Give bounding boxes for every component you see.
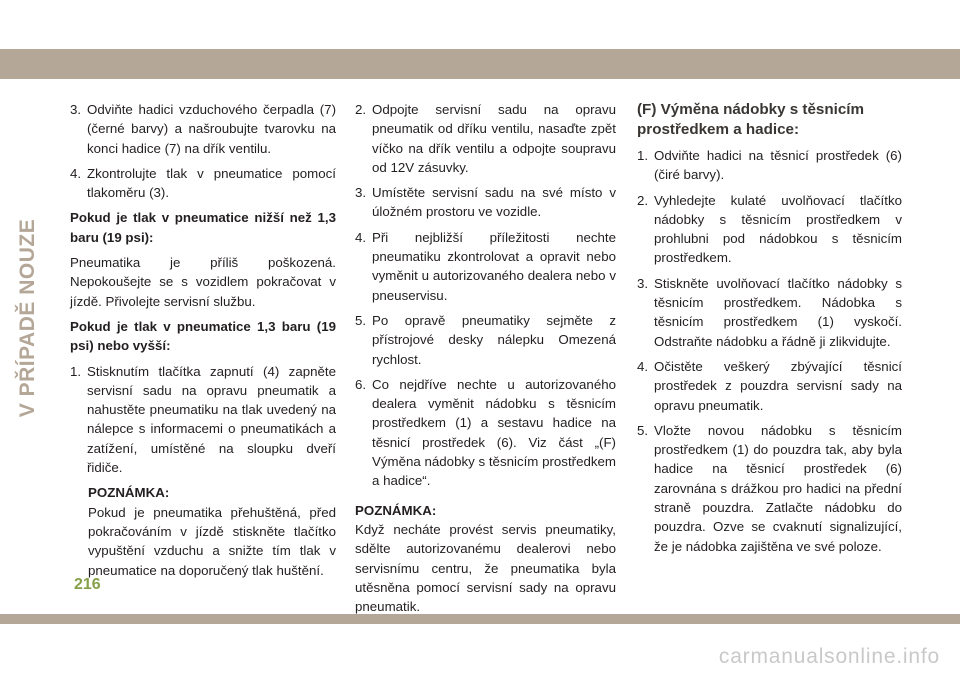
list-item-number: 6. [355, 376, 367, 392]
list-item [355, 228, 616, 305]
column-left [70, 100, 336, 580]
section-side-title: V PŘÍPADĚ NOUZE [16, 218, 39, 418]
list-item-number: 1. [637, 148, 649, 163]
list-item-text: Odviňte hadici na těsnicí prostředek (6) (čiré barvy). [654, 148, 902, 183]
list-item [637, 357, 902, 415]
list-item [70, 164, 336, 203]
list-item-text: Umístěte servisní sadu na své místo v úložném prostoru ve vozidle. [372, 185, 616, 220]
list-item-text: Odpojte servisní sadu na opravu pneumatik od dříku ventilu, nasaďte zpět víčko na dřík ventilu a odpojte soupravu od 12V zásuvky. [372, 102, 616, 175]
list-item-number: 3. [70, 102, 82, 117]
list-item-text: Zkontrolujte tlak v pneumatice pomocí tlakoměru (3). [87, 165, 336, 201]
note-block [88, 483, 336, 579]
list-item [355, 183, 616, 222]
list-item-text: Při nejbližší příležitosti nechte pneumatiku zkontrolovat a opravit nebo vyměnit u autorizovaného dealera nebo v pneuservisu. [372, 229, 616, 303]
list-item-number: 3. [355, 185, 367, 201]
list-item [637, 421, 902, 556]
note-label: POZNÁMKA: [88, 485, 170, 501]
watermark: carmanualsonline.info [718, 645, 940, 668]
list-item [355, 100, 616, 177]
list-item-text: Po opravě pneumatiky sejměte z přístrojové desky nálepku Omezená rychlost. [372, 312, 616, 367]
list-item-number: 5. [637, 422, 649, 438]
list-item-number: 5. [355, 312, 367, 328]
paragraph-low-pressure: Pneumatika je příliš poškozená. Nepokoušejte se s vozidlem pokračovat v jízdě. Přivolejte servisní službu. [70, 255, 336, 309]
list-item-number: 1. [70, 363, 82, 379]
heading-high-pressure: Pokud je tlak v pneumatice 1,3 baru (19 psi) nebo vyšší: [70, 318, 336, 354]
note-text: Když necháte provést servis pneumatiky, sdělte autorizovanému dealerovi nebo servisnímu centru, že pneumatika byla utěsněna pomocí servisní sady na opravu pneumatik. [355, 521, 616, 615]
page-number: 216 [74, 576, 101, 593]
list-item-number: 2. [355, 102, 367, 117]
footer-stripe [0, 614, 960, 624]
list-item-text: Očistěte veškerý zbývající těsnicí prostředek z pouzdra servisní sady na opravu pneumatik. [654, 358, 902, 413]
section-heading: (F) Výměna nádobky s těsnicím prostředkem a hadice: [637, 101, 865, 138]
header-stripe [0, 49, 960, 79]
list-item [355, 375, 616, 491]
list-item [355, 311, 616, 369]
list-item-number: 4. [355, 229, 367, 245]
list-item-number: 3. [637, 275, 649, 291]
list-item [637, 146, 902, 185]
list-item-text: Stiskněte uvolňovací tlačítko nádobky s těsnicím prostředkem. Nádobka s těsnicím prostředkem (1) vyskočí. Odstraňte nádobku a řádně ji zlikvidujte. [654, 275, 902, 349]
list-item-text: Vyhledejte kulaté uvolňovací tlačítko nádobky s těsnicím prostředkem v prohlubni pod nádobkou s těsnicím prostředkem. [654, 192, 902, 266]
list-item [637, 191, 902, 268]
column-middle [355, 100, 616, 616]
list-item [70, 100, 336, 158]
list-item [637, 274, 902, 351]
list-item-number: 4. [637, 358, 649, 374]
list-item-text: Odviňte hadici vzduchového čerpadla (7) (černé barvy) a našroubujte tvarovku na konci hadice (7) na dřík ventilu. [87, 102, 336, 156]
list-item-text: Stisknutím tlačítka zapnutí (4) zapněte servisní sadu na opravu pneumatik a nahustěte pneumatiku na tlak uvedený na nálepce s informacemi o pneumatikách a zatížení, umístěné na sloupku dveří řidiče. [87, 363, 336, 476]
column-right [637, 100, 902, 562]
list-item [70, 362, 336, 478]
heading-low-pressure: Pokud je tlak v pneumatice nižší než 1,3 baru (19 psi): [70, 210, 336, 245]
list-item-number: 2. [637, 192, 649, 208]
list-item-text: Vložte novou nádobku s těsnicím prostředkem (1) do pouzdra tak, aby byla hadice na těsnicí prostředek (6) zarovnána s drážkou pro hadici na přední straně pouzdra. Zatlačte nádobku do pouzdra. Ozve se cvaknutí signalizující, že je nádobka zajištěna ve své poloze. [654, 422, 902, 554]
list-item-text: Co nejdříve nechte u autorizovaného dealera vyměnit nádobku s těsnicím prostředkem (1) a sestavu hadice na těsnicí prostředek (6). Viz část „(F) Výměna nádobky s těsnicím prostředkem a hadice“. [372, 376, 616, 489]
list-item-number: 4. [70, 165, 82, 181]
note-text: Pokud je pneumatika přehuštěná, před pokračováním v jízdě stiskněte tlačítko vypuštění vzduchu a snižte tím tlak v pneumatice na doporučený tlak huštění. [88, 504, 336, 578]
note-label: POZNÁMKA: [355, 502, 437, 518]
